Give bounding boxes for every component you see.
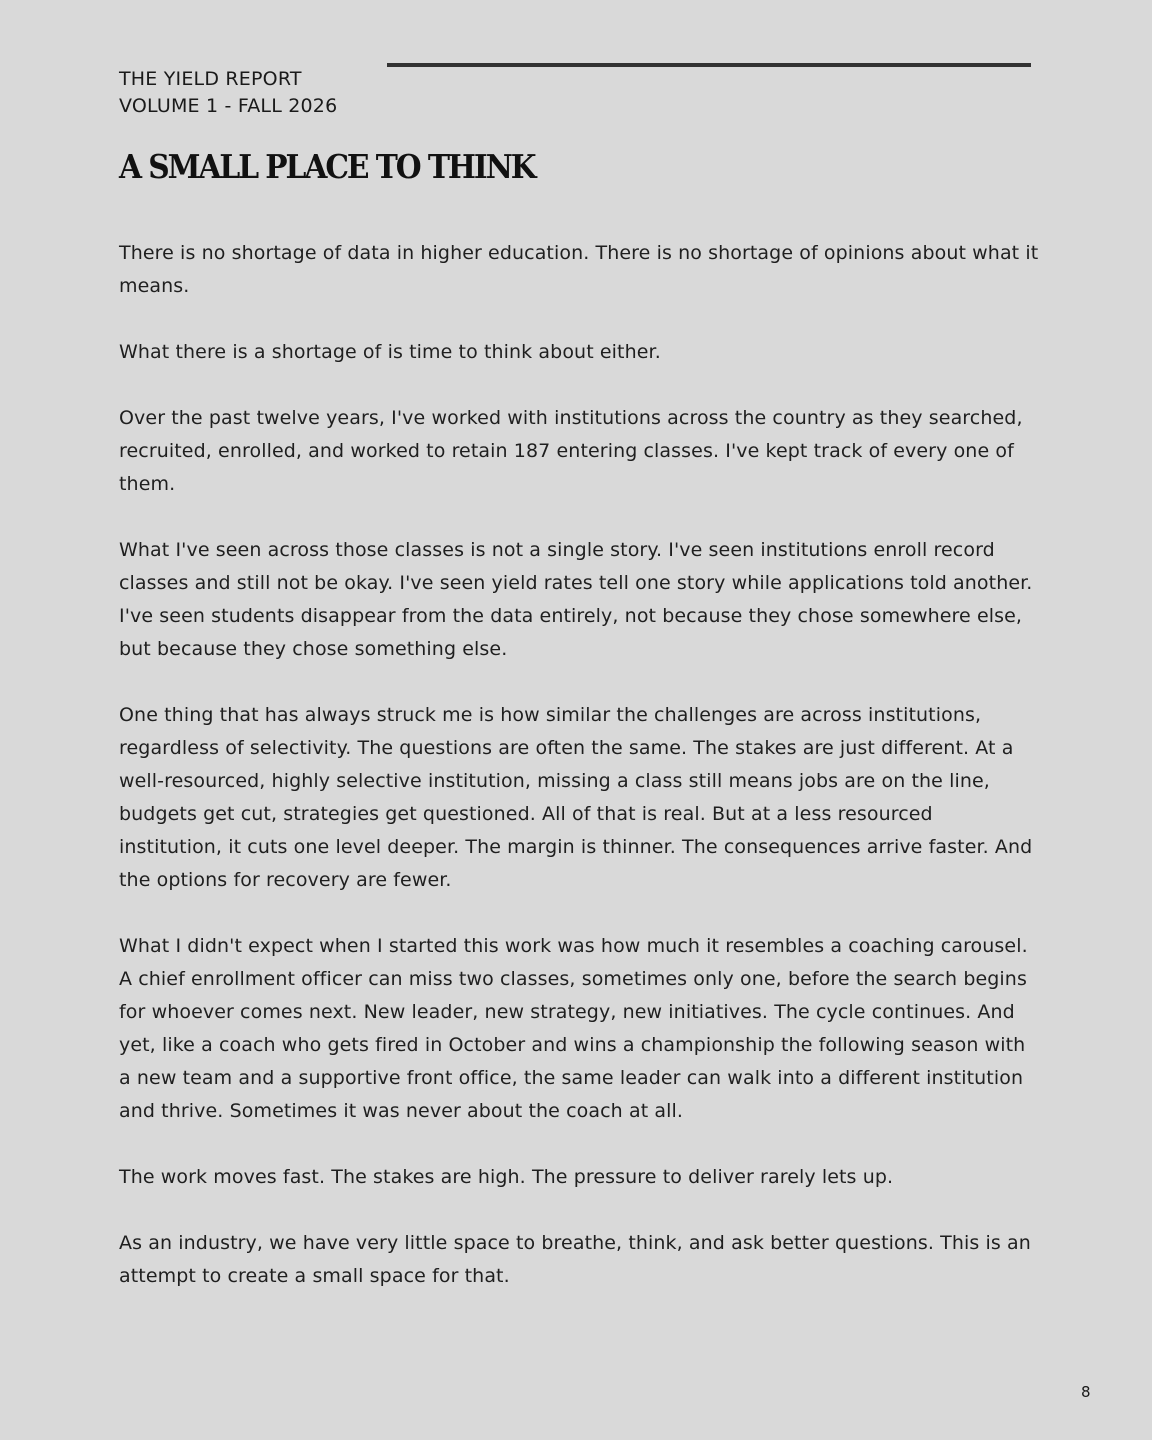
article-paragraph: There is no shortage of data in higher education. There is no shortage of opinions about what it means. bbox=[119, 242, 1039, 297]
article-paragraph: What I've seen across those classes is not a single story. I've seen institutions enroll record classes and still not be okay. I've seen yield rates tell one story while applications told another. I've seen students disappear from the data entirely, not because they chose somewhere else, but because they chose something else. bbox=[119, 539, 1033, 660]
article-paragraph: The work moves fast. The stakes are high. The pressure to deliver rarely lets up. bbox=[119, 1166, 894, 1188]
article-paragraph: What I didn't expect when I started this work was how much it resembles a coaching carousel. A chief enrollment officer can miss two classes, sometimes only one, before the search begins for whoever comes next. New leader, new strategy, new initiatives. The cycle continues. And yet, like a coach who gets fired in October and wins a championship the following season with a new team and a supportive front office, the same leader can walk into a different institution and thrive. Sometimes it was never about the coach at all. bbox=[119, 935, 1028, 1122]
volume-label: VOLUME 1 - FALL 2026 bbox=[119, 95, 338, 117]
masthead bbox=[119, 66, 337, 120]
header-divider bbox=[387, 63, 1031, 67]
article-paragraph: As an industry, we have very little space to breathe, think, and ask better questions. This is an attempt to create a small space for that. bbox=[119, 1232, 1031, 1287]
article-paragraph: What there is a shortage of is time to think about either. bbox=[119, 341, 661, 363]
article-body bbox=[119, 237, 1039, 1326]
article-paragraph: Over the past twelve years, I've worked with institutions across the country as they searched, recruited, enrolled, and worked to retain 187 entering classes. I've kept track of every one of them. bbox=[119, 407, 1023, 495]
page-number: 8 bbox=[1081, 1383, 1091, 1401]
page-title: A SMALL PLACE TO THINK bbox=[119, 147, 535, 186]
article-paragraph: One thing that has always struck me is how similar the challenges are across institutions, regardless of selectivity. The questions are often the same. The stakes are just different. At a well-resourced, highly selective institution, missing a class still means jobs are on the line, budgets get cut, strategies get questioned. All of that is real. But at a less resourced institution, it cuts one level deeper. The margin is thinner. The consequences arrive faster. And the options for recovery are fewer. bbox=[119, 704, 1033, 891]
publication-name: THE YIELD REPORT bbox=[119, 68, 302, 90]
